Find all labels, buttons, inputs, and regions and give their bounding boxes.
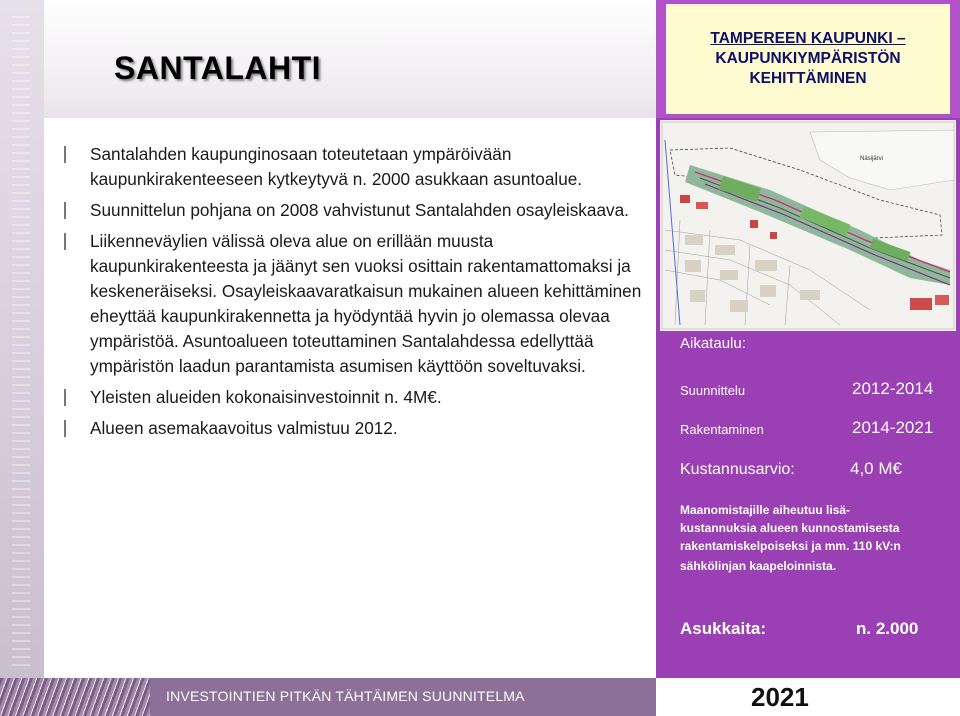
list-item xyxy=(64,229,649,379)
area-map xyxy=(660,120,956,331)
logo-line-1: TAMPEREEN KAUPUNKI – xyxy=(710,30,906,47)
logo-line-2: KAUPUNKIYMPÄRISTÖN xyxy=(715,50,901,67)
left-decorative-strip xyxy=(0,0,44,678)
note-line-3: rakentamiskelpoiseksi ja mm. 110 kV:n xyxy=(680,539,901,553)
bullet-marker xyxy=(64,420,66,437)
area-map-drawing xyxy=(660,120,956,331)
title-area xyxy=(44,0,656,118)
schedule-label: Aikataulu: xyxy=(680,335,746,352)
bullet-text: Alueen asemakaavoitus valmistuu 2012. xyxy=(90,418,398,438)
list-item xyxy=(64,198,649,223)
logo-box xyxy=(656,0,960,118)
bullet-marker xyxy=(64,202,66,219)
construction-value: 2014-2021 xyxy=(852,418,934,437)
bullet-list xyxy=(64,142,649,441)
logo-line-3: KEHITTÄMINEN xyxy=(749,70,867,87)
bullet-text: Suunnittelun pohjana on 2008 vahvistunut Santalahden osayleiskaava. xyxy=(90,200,629,220)
footer-texture xyxy=(0,678,150,716)
year-label: 2021 xyxy=(751,682,809,712)
construction-label: Rakentaminen xyxy=(680,422,764,437)
year-box xyxy=(656,678,960,716)
list-item xyxy=(64,142,649,192)
bullet-marker xyxy=(64,389,66,406)
note-line-1: Maanomistajille aiheutuu lisä- xyxy=(680,503,851,517)
list-item xyxy=(64,385,649,410)
residents-label: Asukkaita: xyxy=(680,619,766,638)
note-line-2: kustannuksia alueen kunnostamisesta xyxy=(680,521,900,535)
planning-label: Suunnittelu xyxy=(680,383,746,398)
residents-value: n. 2.000 xyxy=(856,619,919,638)
list-item xyxy=(64,416,649,441)
cost-value: 4,0 M€ xyxy=(850,459,902,478)
bullet-text: Santalahden kaupunginosaan toteutetaan ympäröivään kaupunkirakenteeseen kytkeytyvä n. 2000 asukkaan asuntoalue. xyxy=(90,144,583,189)
bullet-marker xyxy=(64,146,66,163)
map-lake-label: Näsijärvi xyxy=(860,156,884,162)
bullet-marker xyxy=(64,233,66,250)
cost-label: Kustannusarvio: xyxy=(680,461,795,478)
footer-text: INVESTOINTIEN PITKÄN TÄHTÄIMEN SUUNNITELMA xyxy=(166,688,525,704)
bullet-text: Liikenneväylien välissä oleva alue on erillään muusta kaupunkirakenteesta ja jäänyt sen vuoksi osittain rakentamattomaksi ja keskeneräiseksi. Osayleiskaavaratkaisun mukainen alueen kehittäminen eheyttää kaupunkirakennetta ja hyödyntää hyvin jo olemassa olevaa ympäristöä. Asuntoalueen toteuttaminen Santalahdessa edellyttää ympäristön laadun parantamista asumisen käyttöön soveltuvaksi. xyxy=(90,231,642,376)
bullet-text: Yleisten alueiden kokonaisinvestoinnit n. 4M€. xyxy=(90,387,442,407)
info-panel xyxy=(660,331,956,676)
page-title: SANTALAHTI xyxy=(114,50,322,86)
planning-value: 2012-2014 xyxy=(852,379,934,398)
note-line-4: sähkölinjan kaapeloinnista. xyxy=(680,559,837,573)
logo-panel xyxy=(666,4,950,114)
